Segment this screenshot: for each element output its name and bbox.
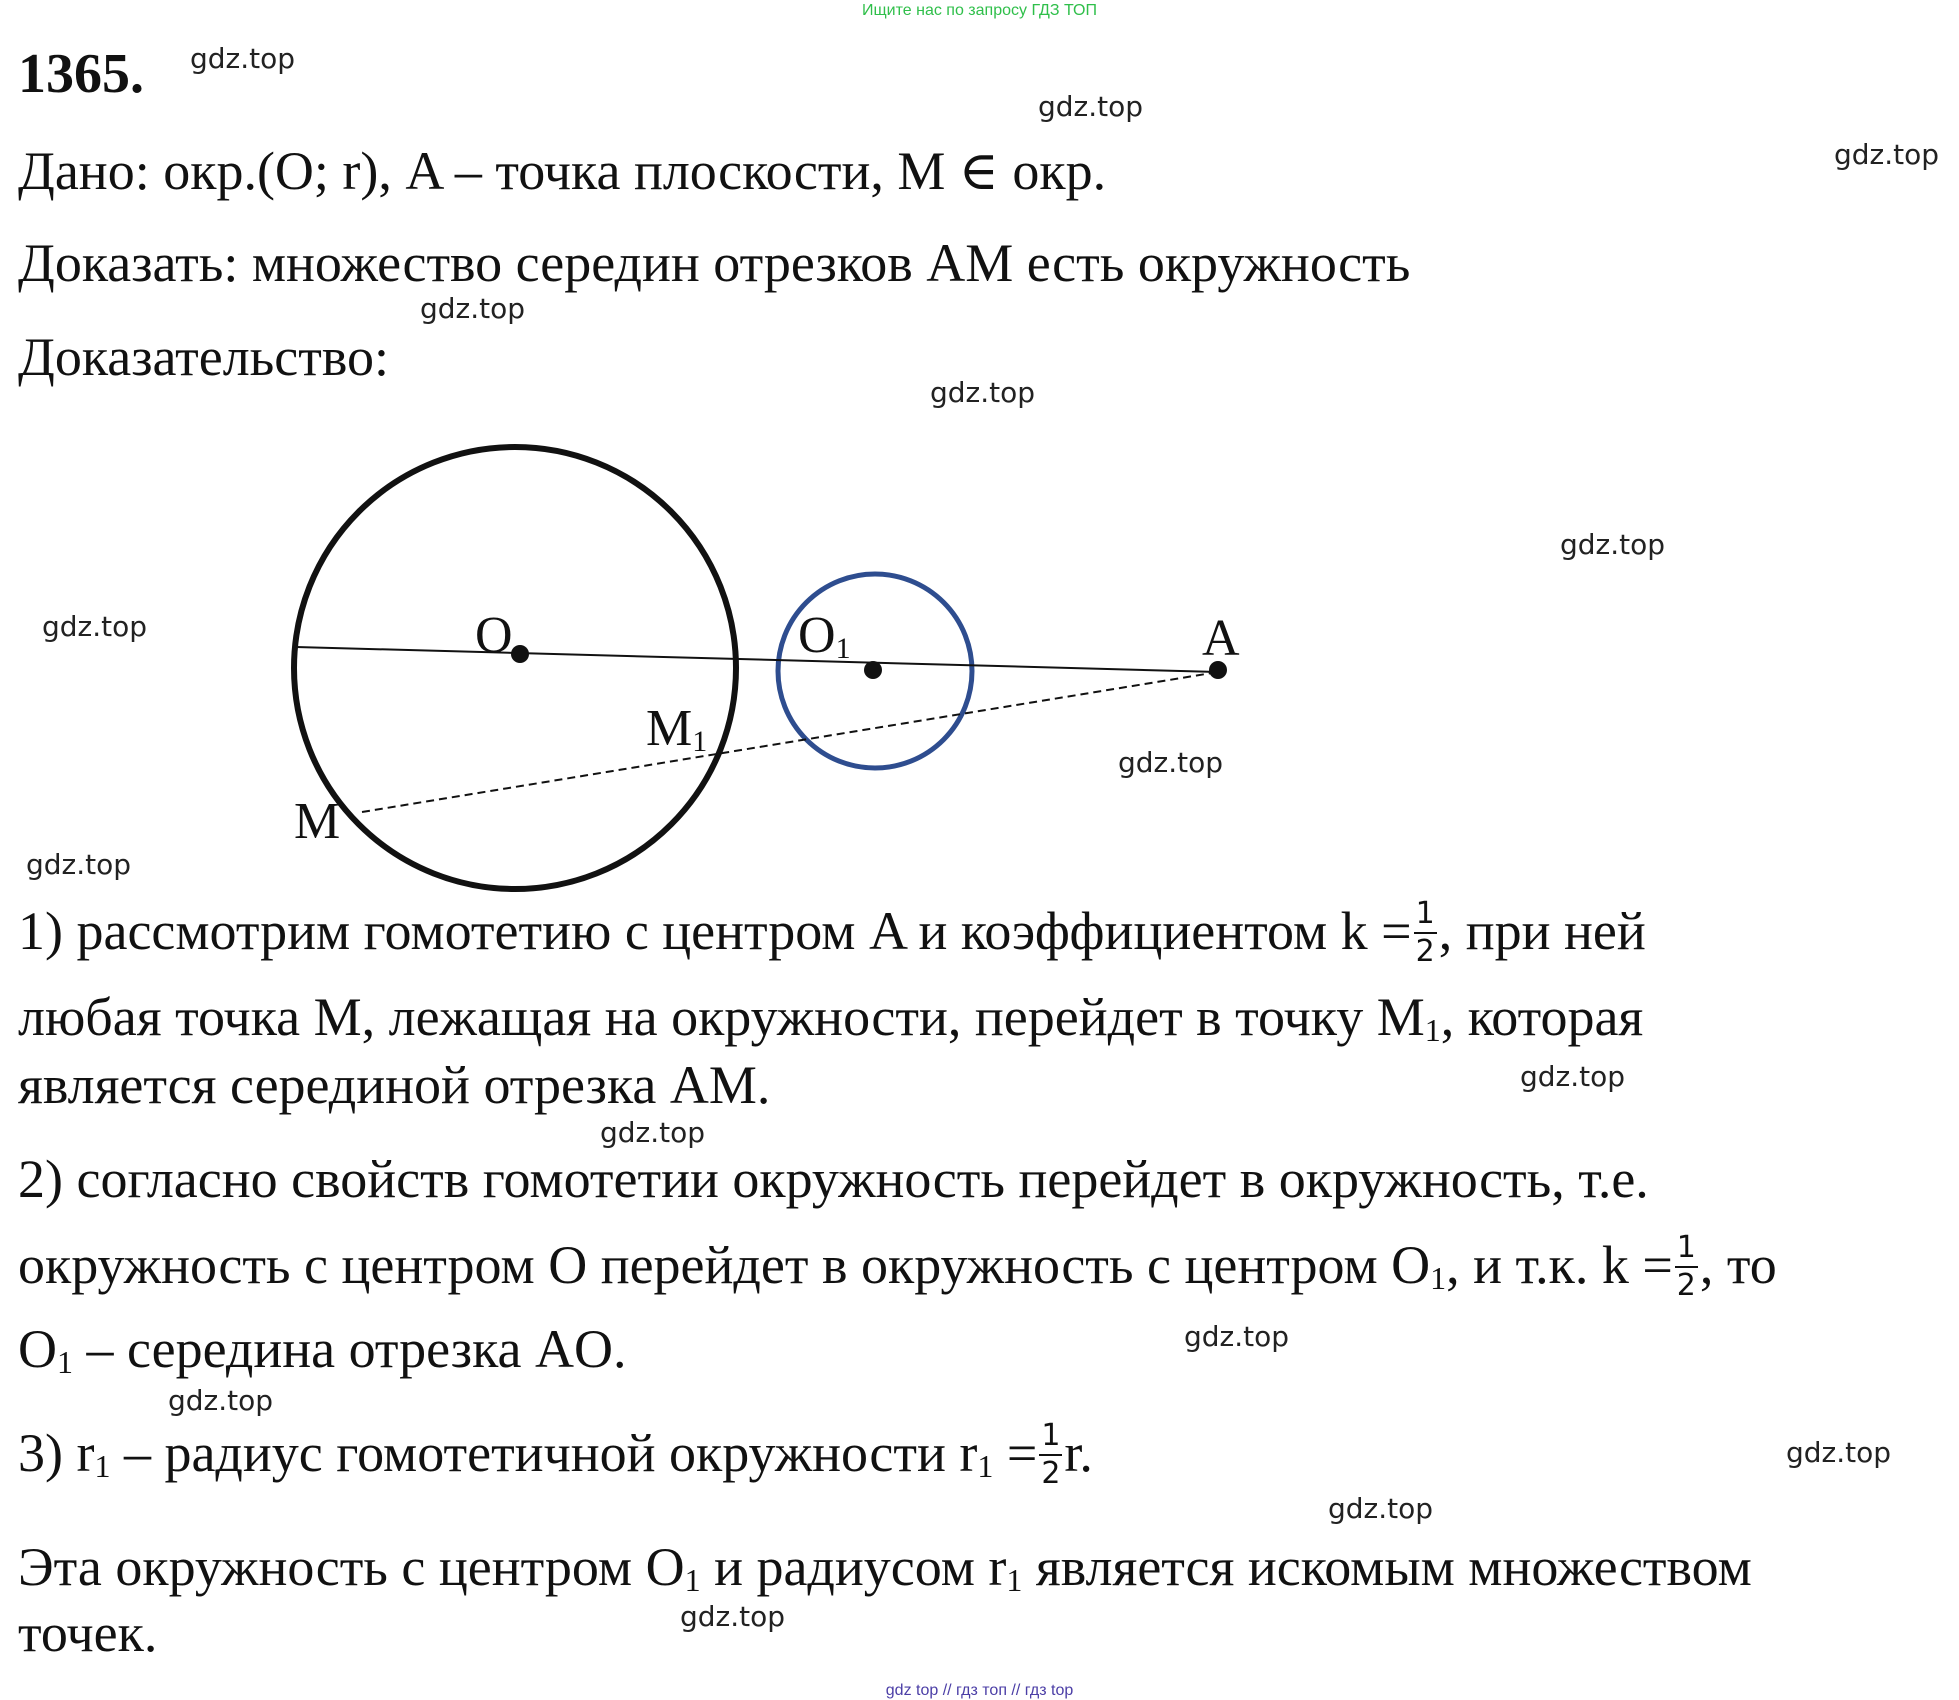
label-O: O — [475, 607, 513, 664]
fraction-one-half: $\frac{1}{2}$ — [1041, 1418, 1061, 1491]
watermark: gdz.top — [190, 42, 296, 75]
watermark: gdz.top — [930, 376, 1036, 409]
watermark: gdz.top — [1560, 528, 1666, 561]
watermark: gdz.top — [1520, 1060, 1626, 1093]
given-line: Дано: окр.(O; r), A – точка плоскости, M ∈ окр. — [18, 141, 1107, 201]
label-M1: M1 — [646, 700, 708, 758]
watermark: gdz.top — [26, 848, 132, 881]
step1-line1: 1) рассмотрим гомотетию с центром A и коэффициентом k = $\frac{1}{2}$ , при ней — [18, 896, 1646, 969]
label-O1: O1 — [798, 607, 851, 665]
watermark: gdz.top — [168, 1384, 274, 1417]
label-M: M — [294, 793, 341, 850]
watermark: gdz.top — [420, 292, 526, 325]
watermark: gdz.top — [1786, 1436, 1892, 1469]
point-O1 — [864, 661, 882, 679]
watermark: gdz.top — [1834, 138, 1940, 171]
step2-line1: 2) согласно свойств гомотетии окружность перейдет в окружность, т.е. — [18, 1149, 1649, 1209]
step2-line2: окружность с центром O перейдет в окружность с центром $O_1$, и т.к. k = $\frac{1}{2}$ , то — [18, 1230, 1777, 1303]
conclusion-line1: Эта окружность с центром $O_1$ и радиусом $r_1$ является искомым множеством — [18, 1537, 1752, 1598]
watermark: gdz.top — [1328, 1492, 1434, 1525]
conclusion-line2: точек. — [18, 1603, 158, 1663]
line-AO — [296, 647, 1218, 672]
watermark: gdz.top — [1184, 1320, 1290, 1353]
fraction-one-half: $\frac{1}{2}$ — [1415, 896, 1435, 969]
big-circle — [294, 447, 736, 889]
footer: gdz top // гдз топ // гдз top — [885, 1682, 1074, 1699]
label-A: A — [1202, 610, 1240, 667]
step2-line3: $O_1$ – середина отрезка AO. — [18, 1319, 627, 1380]
step3-line: 3) $r_1$ – радиус гомотетичной окружности $r_1$ = $\frac{1}{2}$ r. — [18, 1418, 1093, 1491]
watermark: gdz.top — [600, 1116, 706, 1149]
fraction-one-half: $\frac{1}{2}$ — [1676, 1230, 1696, 1303]
step1-line3: является серединой отрезка AM. — [18, 1055, 771, 1115]
watermark: gdz.top — [42, 610, 148, 643]
top-banner: Ищите нас по запросу ГДЗ ТОП — [862, 2, 1097, 19]
watermark: gdz.top — [1038, 90, 1144, 123]
proof-title: Доказательство: — [18, 327, 389, 387]
step1-line2: любая точка M, лежащая на окружности, перейдет в точку $M_1$, которая — [18, 987, 1644, 1048]
watermark: gdz.top — [1118, 746, 1224, 779]
problem-number: 1365. — [18, 43, 144, 105]
dashed-line-AM — [362, 672, 1218, 812]
point-O — [511, 645, 529, 663]
prove-line: Доказать: множество середин отрезков AM есть окружность — [18, 233, 1411, 293]
watermark: gdz.top — [680, 1600, 786, 1633]
